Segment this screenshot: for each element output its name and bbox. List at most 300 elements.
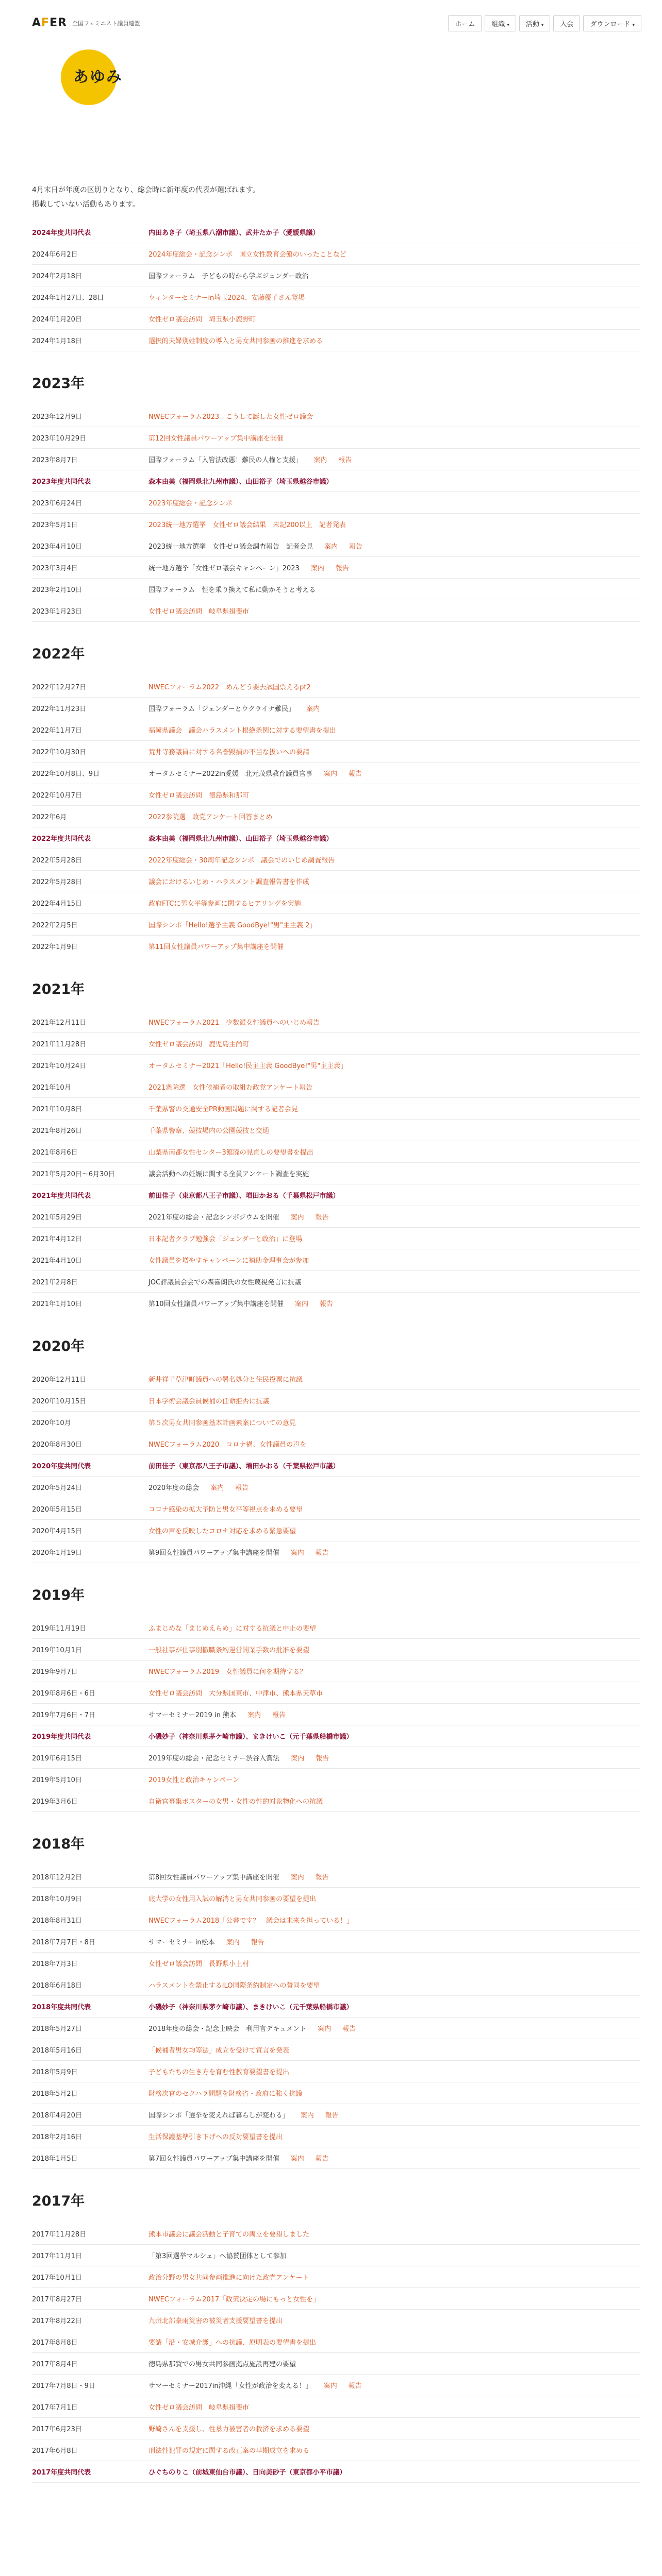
event-title: 統一地方選挙「女性ゼロ議会キャンペーン」2023 bbox=[148, 565, 300, 572]
year-section bbox=[32, 978, 640, 1314]
event-date: 2017年8月8日 bbox=[32, 2339, 78, 2347]
event-date: 2024年6月2日 bbox=[32, 251, 78, 259]
event-title: 前田佳子（東京都八王子市議）、増田かおる（千葉県松戸市議） bbox=[148, 1192, 340, 1200]
event-link[interactable]: 2024年度総会・記念シンポ 国立女性教育会館のいったことなど bbox=[148, 251, 346, 259]
event-row bbox=[32, 1909, 640, 1931]
event-date: 2020年10月 bbox=[32, 1419, 71, 1427]
event-title: 小磯妙子（神奈川県茅ケ崎市議）、まきけいこ（元千葉県船橋市議） bbox=[148, 1733, 353, 1741]
announcement-link[interactable]: 案内 bbox=[300, 2112, 314, 2120]
year-heading: 2021年 bbox=[32, 981, 85, 997]
event-link[interactable]: コロナ感染の拡大予防と男女平等視点を求める要望 bbox=[148, 1506, 303, 1514]
year-heading: 2020年 bbox=[32, 1338, 85, 1354]
event-date: 2023年2月10日 bbox=[32, 586, 82, 594]
report-link[interactable]: 報告 bbox=[335, 565, 349, 572]
event-row bbox=[32, 2126, 640, 2147]
event-date: 2020年1月19日 bbox=[32, 1549, 82, 1557]
event-link[interactable]: 2022年度総会・30周年記念シンポ 議会でのいじめ調査報告 bbox=[148, 857, 335, 865]
event-title: 国際シンポ「選挙を変えれば暮らしが変わる」 bbox=[148, 2112, 289, 2120]
announcement-link[interactable]: 案内 bbox=[290, 1874, 304, 1882]
event-row bbox=[32, 1055, 640, 1076]
event-date: 2021年度共同代表 bbox=[32, 1192, 91, 1200]
representative-row bbox=[32, 222, 640, 243]
year-heading: 2018年 bbox=[32, 1836, 85, 1852]
year-section bbox=[32, 1833, 640, 2169]
hero bbox=[0, 49, 662, 127]
event-row bbox=[32, 676, 640, 698]
event-title: 第9回女性議員パワーアップ集中講座を開催 bbox=[148, 1549, 279, 1557]
event-date: 2021年10月 bbox=[32, 1084, 71, 1092]
event-title: 国際フォーラム 子どもの時から学ぶジェンダー政治 bbox=[148, 273, 309, 280]
site-logo[interactable] bbox=[32, 16, 140, 29]
event-row bbox=[32, 1390, 640, 1412]
event-link[interactable]: 女性議員を増やすキャンペーンに補助金理事会が参加 bbox=[148, 1257, 309, 1265]
logo-mark: AFER bbox=[32, 16, 68, 29]
event-row bbox=[32, 427, 640, 449]
announcement-link[interactable]: 案内 bbox=[291, 1755, 305, 1762]
event-title: サマーセミナー2017in沖縄「女性が政治を変える！」 bbox=[148, 2382, 312, 2390]
event-date: 2017年8月27日 bbox=[32, 2296, 82, 2303]
year-section bbox=[32, 1335, 640, 1563]
event-title: 「第3回選挙マルシェ」へ協賛団体として参加 bbox=[148, 2252, 287, 2260]
announcement-link[interactable]: 案内 bbox=[310, 565, 324, 572]
event-link[interactable]: NWECフォーラム2018「公書です？ 議会は未来を担っている！」 bbox=[148, 1917, 354, 1925]
event-row bbox=[32, 557, 640, 579]
event-row bbox=[32, 698, 640, 719]
event-title: 2018年度の総会・記念上映会 利用言デキュメント bbox=[148, 2025, 307, 2033]
event-date: 2021年11月28日 bbox=[32, 1041, 87, 1048]
event-title: 内田あき子（埼玉県八潮市議）、武井たか子（愛媛県議） bbox=[148, 229, 320, 237]
event-row bbox=[32, 2439, 640, 2461]
event-row bbox=[32, 871, 640, 892]
event-date: 2019年10月1日 bbox=[32, 1647, 82, 1654]
event-row bbox=[32, 1368, 640, 1390]
event-date: 2017年11月1日 bbox=[32, 2252, 82, 2260]
event-row bbox=[32, 1498, 640, 1520]
event-date: 2018年5月9日 bbox=[32, 2069, 78, 2076]
event-link[interactable]: 女性の声を反映したコロナ対応を求める緊急要望 bbox=[148, 1528, 296, 1535]
event-row bbox=[32, 1866, 640, 1888]
event-row bbox=[32, 1412, 640, 1433]
year-section bbox=[32, 372, 640, 622]
event-date: 2019年9月7日 bbox=[32, 1668, 78, 1676]
event-row bbox=[32, 1206, 640, 1228]
event-title: 2020年度の総会 bbox=[148, 1484, 200, 1492]
report-link[interactable]: 報告 bbox=[320, 1300, 334, 1308]
announcement-link[interactable]: 案内 bbox=[290, 2155, 304, 2163]
event-date: 2018年度共同代表 bbox=[32, 2004, 91, 2011]
event-link[interactable]: NWECフォーラム2019 女性議員に何を期待する？ bbox=[148, 1668, 307, 1676]
event-link[interactable]: 生活保護基準引き下げへの反対要望書を提出 bbox=[148, 2133, 283, 2141]
report-link[interactable]: 報告 bbox=[338, 456, 352, 464]
event-date: 2021年5月20日〜6月30日 bbox=[32, 1171, 115, 1178]
event-title: サマーセミナーin松本 bbox=[148, 1939, 215, 1946]
event-date: 2024年2月18日 bbox=[32, 273, 82, 280]
global-nav bbox=[448, 15, 641, 31]
event-row bbox=[32, 892, 640, 914]
event-row bbox=[32, 914, 640, 936]
event-date: 2021年1月10日 bbox=[32, 1300, 82, 1308]
event-link[interactable]: 女性ゼロ議会訪問 鹿児島主尚町 bbox=[148, 1041, 250, 1048]
intro-note: 掲載していない活動もあります。 bbox=[32, 200, 140, 209]
event-row bbox=[32, 2396, 640, 2418]
announcement-link[interactable]: 案内 bbox=[226, 1939, 240, 1946]
event-link[interactable]: 福岡県議会 議会ハラスメント根絶条例に対する要望書を提出 bbox=[148, 727, 336, 735]
announcement-link[interactable]: 案内 bbox=[290, 1549, 304, 1557]
nav-item-label: ホーム bbox=[455, 21, 475, 28]
event-link[interactable]: 議会におけるいじめ・ハラスメント調査報告書を作成 bbox=[148, 878, 309, 886]
event-row bbox=[32, 1704, 640, 1725]
event-date: 2023年6月24日 bbox=[32, 500, 82, 507]
event-title: 第8回女性議員パワーアップ集中講座を開催 bbox=[148, 1874, 279, 1882]
event-date: 2020年10月15日 bbox=[32, 1398, 87, 1405]
chevron-down-icon: ▾ bbox=[541, 23, 544, 28]
event-row bbox=[32, 1249, 640, 1271]
event-date: 2022年5月28日 bbox=[32, 878, 82, 886]
representative-row bbox=[32, 1184, 640, 1206]
event-date: 2020年4月15日 bbox=[32, 1528, 82, 1535]
event-row bbox=[32, 1660, 640, 1682]
event-row bbox=[32, 2039, 640, 2061]
event-link[interactable]: 女性ゼロ議会訪問 徳島県和那町 bbox=[148, 792, 250, 800]
report-link[interactable]: 報告 bbox=[251, 1939, 264, 1946]
chevron-down-icon: ▾ bbox=[507, 23, 509, 28]
event-date: 2022年10月30日 bbox=[32, 749, 87, 756]
event-link[interactable]: 野崎さんを支援し、性暴力被害者の救済を求める要望 bbox=[148, 2426, 310, 2433]
event-row bbox=[32, 2375, 640, 2396]
event-link[interactable]: 2023統一地方選挙 女性ゼロ議会結果 未記200以上 記者発表 bbox=[148, 521, 346, 529]
event-link[interactable]: 山梨県南都女性センター3館廃の見直しの要望書を提出 bbox=[148, 1149, 313, 1157]
representative-row bbox=[32, 1996, 640, 2018]
nav-item[interactable] bbox=[519, 15, 551, 31]
event-date: 2023年5月1日 bbox=[32, 521, 78, 529]
event-date: 2022年12月27日 bbox=[32, 684, 87, 691]
event-link[interactable]: ウィンターセミナーin埼玉2024、安藤優子さん登場 bbox=[148, 294, 305, 302]
event-date: 2018年7月7日・8日 bbox=[32, 1939, 95, 1946]
event-row bbox=[32, 1931, 640, 1953]
event-link[interactable]: 日本学術会議会員候補の任命拒否に抗議 bbox=[148, 1398, 270, 1405]
event-row bbox=[32, 2223, 640, 2245]
report-link[interactable]: 報告 bbox=[342, 2025, 356, 2033]
event-date: 2022年1月9日 bbox=[32, 943, 78, 951]
event-row bbox=[32, 2147, 640, 2169]
event-date: 2023年8月7日 bbox=[32, 456, 78, 464]
event-link[interactable]: 日本記者クラブ勉強会「ジェンダーと政治」に登場 bbox=[148, 1235, 303, 1243]
event-date: 2022年5月28日 bbox=[32, 857, 82, 865]
event-link[interactable]: 女性ゼロ議会訪問 埼玉県小鹿野町 bbox=[148, 316, 256, 324]
event-row bbox=[32, 514, 640, 535]
event-link[interactable]: 第５次男女共同参画基本計画素案についての意見 bbox=[148, 1419, 296, 1427]
event-date: 2017年7月8日・9日 bbox=[32, 2382, 95, 2390]
event-date: 2021年5月29日 bbox=[32, 1214, 82, 1222]
event-link[interactable]: 荒井寺務議員に対する名誉毀損の不当な扱いへの要請 bbox=[148, 749, 310, 756]
event-date: 2023年10月29日 bbox=[32, 435, 87, 443]
announcement-link[interactable]: 案内 bbox=[306, 705, 320, 713]
event-date: 2021年4月10日 bbox=[32, 1257, 82, 1265]
event-link[interactable]: 九州北部豪雨災害の被災者支援要望書を提出 bbox=[148, 2317, 283, 2325]
representative-row bbox=[32, 1725, 640, 1747]
event-date: 2022年11月7日 bbox=[32, 727, 82, 735]
event-link[interactable]: 第11回女性議員パワーアップ集中講座を開催 bbox=[148, 943, 284, 951]
event-date: 2022年10月8日、9日 bbox=[32, 770, 100, 778]
event-row bbox=[32, 1974, 640, 1996]
event-row bbox=[32, 308, 640, 330]
event-date: 2017年11月28日 bbox=[32, 2231, 87, 2239]
event-link[interactable]: 子どもたちの生き方を育む性教育要望書を提出 bbox=[148, 2069, 290, 2076]
announcement-link[interactable]: 案内 bbox=[324, 543, 338, 551]
event-date: 2020年8月30日 bbox=[32, 1441, 82, 1449]
event-row bbox=[32, 1639, 640, 1660]
event-title: 前田佳子（東京都八王子市議）、増田かおる（千葉県松戸市議） bbox=[148, 1463, 340, 1470]
year-section bbox=[32, 2190, 640, 2483]
event-row bbox=[32, 1293, 640, 1314]
event-row bbox=[32, 2418, 640, 2439]
event-row bbox=[32, 936, 640, 957]
event-row bbox=[32, 535, 640, 557]
year-section bbox=[32, 222, 640, 351]
event-link[interactable]: 2023年度総会・記念シンポ bbox=[148, 500, 233, 507]
report-link[interactable]: 報告 bbox=[325, 2112, 339, 2120]
event-link[interactable]: 財務次官のセクハラ問題を財務省・政府に強く抗議 bbox=[148, 2090, 303, 2098]
event-date: 2022年4月15日 bbox=[32, 900, 82, 908]
announcement-link[interactable]: 案内 bbox=[318, 2025, 332, 2033]
event-date: 2018年12月2日 bbox=[32, 1874, 82, 1882]
event-date: 2021年8月26日 bbox=[32, 1127, 82, 1135]
event-date: 2017年7月1日 bbox=[32, 2404, 78, 2412]
event-date: 2021年10月24日 bbox=[32, 1062, 87, 1070]
event-date: 2019年8月6日・6日 bbox=[32, 1690, 95, 1698]
event-title: 2023統一地方選挙 女性ゼロ議会調査報告 記者会見 bbox=[148, 543, 313, 551]
event-link[interactable]: 2019女性と政治キャンペーン bbox=[148, 1776, 239, 1784]
event-link[interactable]: ふまじめな「まじめえらめ」に対する抗議と申止の要望 bbox=[148, 1625, 317, 1633]
report-link[interactable]: 報告 bbox=[348, 770, 362, 778]
year-heading: 2019年 bbox=[32, 1587, 85, 1603]
event-title: 議会活動への妊娠に関する全員アンケート調査を実施 bbox=[148, 1171, 309, 1178]
nav-item[interactable] bbox=[448, 15, 482, 31]
event-date: 2019年3月6日 bbox=[32, 1798, 78, 1806]
event-title: 国際フォーラム 性を乗り換えて私に動かそうと考える bbox=[148, 586, 316, 594]
event-row bbox=[32, 286, 640, 308]
event-date: 2022年度共同代表 bbox=[32, 835, 91, 843]
year-heading: 2023年 bbox=[32, 376, 85, 392]
event-row bbox=[32, 265, 640, 286]
event-link[interactable]: 底大学の女性用入試の解消と男女共同参画の要望を提出 bbox=[148, 1895, 317, 1903]
event-row bbox=[32, 1953, 640, 1974]
event-link[interactable]: 2022参院選 政党アンケート回答まとめ bbox=[148, 814, 273, 821]
representative-row bbox=[32, 827, 640, 849]
event-title: 第10回女性議員パワーアップ集中講座を開催 bbox=[148, 1300, 284, 1308]
event-link[interactable]: 一般社事が仕事別撤職条約運営開業手数の批准を要望 bbox=[148, 1647, 310, 1654]
event-row bbox=[32, 1682, 640, 1704]
event-title: 森本由美（福岡県北九州市議）、山田裕子（埼玉県越谷市議） bbox=[148, 835, 333, 843]
nav-item[interactable] bbox=[553, 15, 580, 31]
event-date: 2019年度共同代表 bbox=[32, 1733, 91, 1741]
report-link[interactable]: 報告 bbox=[315, 2155, 329, 2163]
event-row bbox=[32, 1541, 640, 1563]
year-heading: 2022年 bbox=[32, 646, 85, 662]
event-title: 2021年度の総会・記念シンポジウムを開催 bbox=[148, 1214, 279, 1222]
chevron-down-icon: ▾ bbox=[632, 23, 635, 28]
event-row bbox=[32, 1076, 640, 1098]
event-row bbox=[32, 492, 640, 514]
event-row bbox=[32, 1011, 640, 1033]
intro-text: 4月末日が年度の区切りとなり、総会時に新年度の代表が選ばれます。 bbox=[32, 186, 260, 194]
page-title: あゆみ bbox=[73, 68, 123, 86]
event-link[interactable]: NWECフォーラム2021 少数派女性議員へのいじめ報告 bbox=[148, 1019, 320, 1027]
event-row bbox=[32, 806, 640, 827]
event-row bbox=[32, 1790, 640, 1812]
announcement-link[interactable]: 案内 bbox=[323, 770, 337, 778]
nav-item-label: ダウンロード bbox=[590, 21, 631, 28]
event-row bbox=[32, 243, 640, 265]
event-row bbox=[32, 2266, 640, 2288]
event-date: 2020年12月11日 bbox=[32, 1376, 87, 1384]
nav-item-label: 入会 bbox=[560, 21, 574, 28]
event-link[interactable]: 千葉県警の交通安全PR動画問題に関する記者会見 bbox=[148, 1106, 298, 1113]
event-row bbox=[32, 1769, 640, 1790]
event-date: 2018年7月3日 bbox=[32, 1960, 78, 1968]
intro bbox=[32, 184, 662, 210]
event-link[interactable]: 女性ゼロ議会訪問 大分県国東市、中津市、熊本県天草市 bbox=[148, 1690, 323, 1698]
event-date: 2023年12月9日 bbox=[32, 413, 82, 421]
event-date: 2023年度共同代表 bbox=[32, 478, 91, 486]
nav-item[interactable] bbox=[583, 15, 641, 31]
report-link[interactable]: 報告 bbox=[272, 1711, 286, 1719]
event-row bbox=[32, 449, 640, 470]
report-link[interactable]: 報告 bbox=[348, 2382, 362, 2390]
event-date: 2020年5月15日 bbox=[32, 1506, 82, 1514]
event-link[interactable]: 刑法性犯罪の規定に関する改正案の早期成立を求める bbox=[148, 2447, 310, 2455]
event-date: 2024年1月20日 bbox=[32, 316, 82, 324]
nav-item[interactable] bbox=[485, 15, 516, 31]
event-row bbox=[32, 2061, 640, 2082]
event-title: 徳島県那賀での男女共同参画拠点施設再建の要望 bbox=[148, 2361, 296, 2368]
event-date: 2018年1月5日 bbox=[32, 2155, 78, 2163]
report-link[interactable]: 報告 bbox=[349, 543, 363, 551]
event-link[interactable]: 熊本市議会に議会活動と子育ての両立を要望しました bbox=[148, 2231, 310, 2239]
year-heading: 2017年 bbox=[32, 2193, 85, 2209]
event-date: 2021年8月6日 bbox=[32, 1149, 78, 1157]
event-date: 2019年5月10日 bbox=[32, 1776, 82, 1784]
year-section bbox=[32, 642, 640, 957]
event-link[interactable]: NWECフォーラム2022 めんどう要去試国票えるpt2 bbox=[148, 684, 311, 691]
event-row bbox=[32, 579, 640, 600]
event-title: 国際フォーラム「ジェンダーとウクライナ難民」 bbox=[148, 705, 295, 713]
event-title: 国際フォーラム「入管法改悪！難民の人権と支援」 bbox=[148, 456, 303, 464]
report-link[interactable]: 報告 bbox=[235, 1484, 249, 1492]
event-date: 2017年度共同代表 bbox=[32, 2469, 91, 2477]
event-link[interactable]: 要請「沿・安城介護」への抗議、原明表の要望書を提出 bbox=[148, 2339, 317, 2347]
announcement-link[interactable]: 案内 bbox=[294, 1300, 308, 1308]
event-link[interactable]: 千葉県警察、競技場内の公園競技と交通 bbox=[148, 1127, 270, 1135]
event-title: オータムセミナー2022in愛媛 北元茂県教育議員官事 bbox=[148, 770, 312, 778]
event-date: 2018年2月16日 bbox=[32, 2133, 82, 2141]
event-date: 2020年5月24日 bbox=[32, 1484, 82, 1492]
event-date: 2021年2月8日 bbox=[32, 1279, 78, 1286]
report-link[interactable]: 報告 bbox=[315, 1874, 329, 1882]
nav-item-label: 組織 bbox=[491, 21, 505, 28]
event-link[interactable]: 国際シンポ「Hello!選挙主義 GoodBye!"男"主主義 2」 bbox=[148, 922, 317, 929]
event-row bbox=[32, 784, 640, 806]
announcement-link[interactable]: 案内 bbox=[290, 1214, 304, 1222]
event-row bbox=[32, 2245, 640, 2266]
event-date: 2022年10月7日 bbox=[32, 792, 82, 800]
event-title: 第7回女性議員パワーアップ集中講座を開催 bbox=[148, 2155, 279, 2163]
event-row bbox=[32, 330, 640, 351]
event-date: 2022年2月5日 bbox=[32, 922, 78, 929]
event-link[interactable]: オータムセミナー2021「Hello!民主主義 GoodBye!"男"主主義」 bbox=[148, 1062, 347, 1070]
event-date: 2020年度共同代表 bbox=[32, 1463, 91, 1470]
event-row bbox=[32, 2082, 640, 2104]
event-link[interactable]: 女性ゼロ議会訪問 岐阜県揖斐市 bbox=[148, 608, 250, 616]
event-date: 2021年10月8日 bbox=[32, 1106, 82, 1113]
event-row bbox=[32, 762, 640, 784]
event-link[interactable]: 政治分野の男女共同参画推進に向けた政党アンケート bbox=[148, 2274, 309, 2282]
announcement-link[interactable]: 案内 bbox=[313, 456, 327, 464]
event-link[interactable]: 女性ゼロ議会訪問 長野県小上村 bbox=[148, 1960, 250, 1968]
event-link[interactable]: 第12回女性議員パワーアップ集中講座を開催 bbox=[148, 435, 284, 443]
representative-row bbox=[32, 1455, 640, 1477]
event-date: 2022年6月 bbox=[32, 814, 67, 821]
event-date: 2021年12月11日 bbox=[32, 1019, 87, 1027]
event-link[interactable]: NWECフォーラム2023 こうして誕した女性ゼロ議会 bbox=[148, 413, 313, 421]
event-date: 2023年1月23日 bbox=[32, 608, 82, 616]
event-link[interactable]: NWECフォーラム2017「政策決定の場にもっと女性を」 bbox=[148, 2296, 320, 2303]
event-title: サマーセミナー2019 in 熊本 bbox=[148, 1711, 236, 1719]
event-row bbox=[32, 741, 640, 762]
event-date: 2018年4月20日 bbox=[32, 2112, 82, 2120]
event-date: 2022年11月23日 bbox=[32, 705, 87, 713]
event-title: 森本由美（福岡県北九州市議）、山田裕子（埼玉県越谷市議） bbox=[148, 478, 333, 486]
event-row bbox=[32, 1888, 640, 1909]
event-link[interactable]: 「候補者男女均等法」成立を受けて宣言を発表 bbox=[148, 2047, 290, 2055]
event-row bbox=[32, 1098, 640, 1120]
event-link[interactable]: 2021衆院選 女性候補者の取組む政党アンケート報告 bbox=[148, 1084, 313, 1092]
report-link[interactable]: 報告 bbox=[315, 1214, 329, 1222]
event-date: 2017年6月8日 bbox=[32, 2447, 78, 2455]
event-row bbox=[32, 1033, 640, 1055]
report-link[interactable]: 報告 bbox=[316, 1755, 329, 1762]
event-link[interactable]: NWECフォーラム2020 コロナ禍、女性議員の声を bbox=[148, 1441, 307, 1449]
event-link[interactable]: 自衛官募集ポスターの女男・女性の性的対象物化への抗議 bbox=[148, 1798, 323, 1806]
event-date: 2023年3月4日 bbox=[32, 565, 78, 572]
announcement-link[interactable]: 案内 bbox=[323, 2382, 337, 2390]
nav-item-label: 活動 bbox=[525, 21, 539, 28]
event-date: 2018年10月9日 bbox=[32, 1895, 82, 1903]
event-date: 2021年4月12日 bbox=[32, 1235, 82, 1243]
event-row bbox=[32, 1433, 640, 1455]
event-title: ひぐちのりこ（前城東仙台市議）、日向美砂子（東京都小平市議） bbox=[148, 2469, 346, 2477]
event-date: 2024年度共同代表 bbox=[32, 229, 91, 237]
event-link[interactable]: 新井祥子草津町議員への署名処分と住民投票に抗議 bbox=[148, 1376, 303, 1384]
event-row bbox=[32, 1163, 640, 1184]
announcement-link[interactable]: 案内 bbox=[210, 1484, 224, 1492]
event-link[interactable]: 選択的夫婦別姓制度の導入と男女共同参画の推進を求める bbox=[148, 337, 323, 345]
event-date: 2017年8月22日 bbox=[32, 2317, 82, 2325]
announcement-link[interactable]: 案内 bbox=[247, 1711, 261, 1719]
event-row bbox=[32, 2331, 640, 2353]
event-date: 2017年10月1日 bbox=[32, 2274, 82, 2282]
event-link[interactable]: 政府FTCに男女平等参画に関するヒアリングを実施 bbox=[148, 900, 301, 908]
event-row bbox=[32, 1617, 640, 1639]
year-section bbox=[32, 1584, 640, 1812]
event-row bbox=[32, 2310, 640, 2331]
event-row bbox=[32, 2104, 640, 2126]
event-link[interactable]: 女性ゼロ議会訪問 岐阜県揖斐市 bbox=[148, 2404, 250, 2412]
event-row bbox=[32, 600, 640, 622]
report-link[interactable]: 報告 bbox=[315, 1549, 329, 1557]
event-link[interactable]: ハラスメントを禁止するILO国際条約制定への賛同を要望 bbox=[148, 1982, 320, 1990]
event-row bbox=[32, 1520, 640, 1541]
